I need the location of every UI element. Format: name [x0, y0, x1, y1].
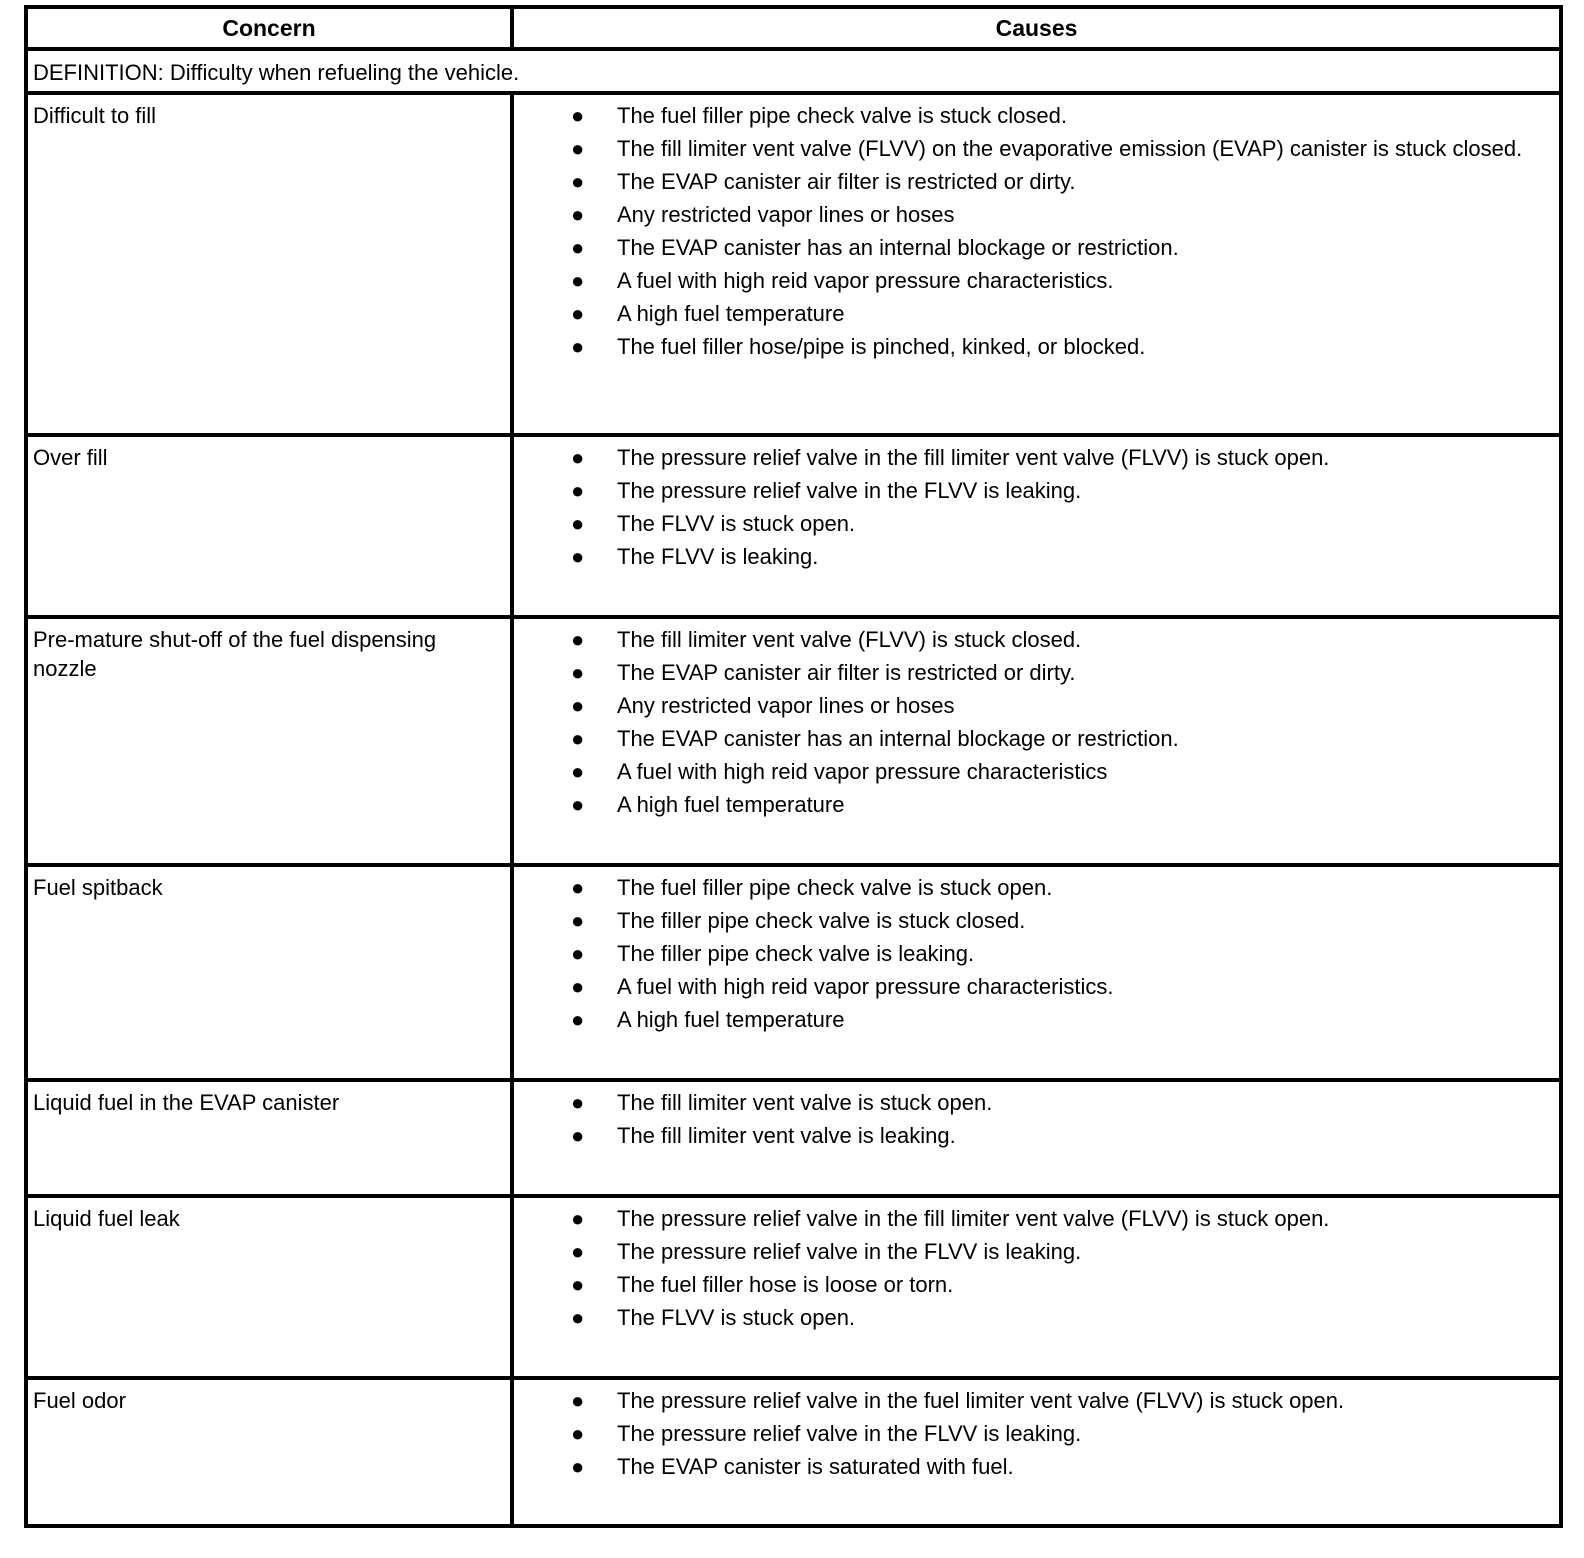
causes-list [514, 443, 1545, 571]
cause-item [514, 658, 1545, 687]
bullet-icon: ● [571, 660, 585, 685]
causes-cell [512, 93, 1561, 435]
cause-text: A high fuel temperature [617, 1007, 845, 1032]
table-row [26, 435, 1561, 617]
definition-text: DEFINITION: Difficulty when refueling the vehicle. [26, 49, 1561, 93]
cause-text: The FLVV is stuck open. [617, 511, 856, 536]
table-row [26, 1378, 1561, 1526]
cause-item [514, 757, 1545, 786]
cause-text: A high fuel temperature [617, 301, 845, 326]
causes-cell [512, 617, 1561, 865]
bullet-icon: ● [571, 1388, 585, 1413]
causes-cell [512, 1378, 1561, 1526]
bullet-icon: ● [571, 301, 585, 326]
bullet-icon: ● [571, 1007, 585, 1032]
concern-cell: Liquid fuel leak [26, 1196, 512, 1378]
bullet-icon: ● [571, 875, 585, 900]
bullet-icon: ● [571, 103, 585, 128]
concern-cell: Liquid fuel in the EVAP canister [26, 1080, 512, 1196]
cause-item [514, 1419, 1545, 1448]
cause-text: The filler pipe check valve is leaking. [617, 941, 975, 966]
bullet-icon: ● [571, 511, 585, 536]
bullet-icon: ● [571, 908, 585, 933]
cause-text: The fuel filler hose/pipe is pinched, kinked, or blocked. [617, 334, 1146, 359]
cause-item [514, 1005, 1545, 1034]
bullet-icon: ● [571, 1305, 585, 1330]
cause-item [514, 509, 1545, 538]
causes-list [514, 101, 1545, 361]
cause-text: The fill limiter vent valve (FLVV) is stuck closed. [617, 627, 1082, 652]
bullet-icon: ● [571, 544, 585, 569]
cause-item [514, 1121, 1545, 1150]
bullet-icon: ● [571, 1421, 585, 1446]
bullet-icon: ● [571, 1454, 585, 1479]
cause-text: The pressure relief valve in the fuel limiter vent valve (FLVV) is stuck open. [617, 1388, 1345, 1413]
cause-item [514, 724, 1545, 753]
bullet-icon: ● [571, 1239, 585, 1264]
causes-cell [512, 865, 1561, 1080]
cause-text: The pressure relief valve in the fill limiter vent valve (FLVV) is stuck open. [617, 1206, 1330, 1231]
causes-cell [512, 1196, 1561, 1378]
cause-text: Any restricted vapor lines or hoses [617, 693, 955, 718]
bullet-icon: ● [571, 726, 585, 751]
cause-item [514, 625, 1545, 654]
cause-item [514, 790, 1545, 819]
cause-text: The filler pipe check valve is stuck closed. [617, 908, 1026, 933]
causes-list [514, 625, 1545, 819]
bullet-icon: ● [571, 478, 585, 503]
cause-item [514, 476, 1545, 505]
cause-text: A fuel with high reid vapor pressure characteristics [617, 759, 1108, 784]
definition-row [26, 49, 1561, 93]
cause-text: The fill limiter vent valve (FLVV) on the evaporative emission (EVAP) canister is stuck closed. [617, 136, 1523, 161]
concern-cell: Fuel odor [26, 1378, 512, 1526]
bullet-icon: ● [571, 1090, 585, 1115]
cause-text: The pressure relief valve in the FLVV is leaking. [617, 1239, 1082, 1264]
bullet-icon: ● [571, 693, 585, 718]
causes-list [514, 1204, 1545, 1332]
bullet-icon: ● [571, 334, 585, 359]
cause-text: A high fuel temperature [617, 792, 845, 817]
cause-text: The fill limiter vent valve is leaking. [617, 1123, 956, 1148]
cause-item [514, 1237, 1545, 1266]
cause-text: The EVAP canister has an internal blockage or restriction. [617, 235, 1179, 260]
table-row [26, 617, 1561, 865]
bullet-icon: ● [571, 1272, 585, 1297]
bullet-icon: ● [571, 169, 585, 194]
bullet-icon: ● [571, 792, 585, 817]
concern-causes-table [24, 5, 1563, 1528]
cause-item [514, 1270, 1545, 1299]
causes-column-header: Causes [512, 7, 1561, 49]
bullet-icon: ● [571, 1123, 585, 1148]
cause-text: The pressure relief valve in the FLVV is leaking. [617, 478, 1082, 503]
cause-text: Any restricted vapor lines or hoses [617, 202, 955, 227]
bullet-icon: ● [571, 445, 585, 470]
cause-text: The pressure relief valve in the fill limiter vent valve (FLVV) is stuck open. [617, 445, 1330, 470]
cause-text: The fuel filler pipe check valve is stuck open. [617, 875, 1053, 900]
cause-item [514, 1303, 1545, 1332]
table-row [26, 865, 1561, 1080]
concern-cell: Difficult to fill [26, 93, 512, 435]
bullet-icon: ● [571, 627, 585, 652]
cause-item [514, 167, 1545, 196]
cause-text: The fill limiter vent valve is stuck open. [617, 1090, 993, 1115]
cause-item [514, 134, 1545, 163]
cause-item [514, 691, 1545, 720]
bullet-icon: ● [571, 759, 585, 784]
cause-item [514, 1386, 1545, 1415]
cause-text: The pressure relief valve in the FLVV is leaking. [617, 1421, 1082, 1446]
cause-text: A fuel with high reid vapor pressure characteristics. [617, 974, 1114, 999]
cause-text: The fuel filler pipe check valve is stuck closed. [617, 103, 1067, 128]
causes-list [514, 1386, 1545, 1481]
bullet-icon: ● [571, 202, 585, 227]
concern-cell: Fuel spitback [26, 865, 512, 1080]
cause-text: The EVAP canister air filter is restricted or dirty. [617, 660, 1076, 685]
cause-item [514, 873, 1545, 902]
bullet-icon: ● [571, 235, 585, 260]
concern-column-header: Concern [26, 7, 512, 49]
cause-item [514, 1452, 1545, 1481]
causes-list [514, 1088, 1545, 1150]
cause-text: The FLVV is stuck open. [617, 1305, 856, 1330]
cause-item [514, 332, 1545, 361]
cause-item [514, 101, 1545, 130]
table-row [26, 93, 1561, 435]
causes-cell [512, 1080, 1561, 1196]
causes-list [514, 873, 1545, 1034]
bullet-icon: ● [571, 1206, 585, 1231]
concern-cell: Pre-mature shut-off of the fuel dispensing nozzle [26, 617, 512, 865]
table-row [26, 1080, 1561, 1196]
cause-item [514, 939, 1545, 968]
bullet-icon: ● [571, 941, 585, 966]
cause-text: The EVAP canister air filter is restricted or dirty. [617, 169, 1076, 194]
bullet-icon: ● [571, 136, 585, 161]
cause-text: The FLVV is leaking. [617, 544, 819, 569]
cause-text: The EVAP canister has an internal blockage or restriction. [617, 726, 1179, 751]
cause-text: The fuel filler hose is loose or torn. [617, 1272, 954, 1297]
cause-item [514, 266, 1545, 295]
cause-item [514, 233, 1545, 262]
cause-item [514, 1204, 1545, 1233]
table-row [26, 1196, 1561, 1378]
cause-item [514, 299, 1545, 328]
causes-cell [512, 435, 1561, 617]
bullet-icon: ● [571, 974, 585, 999]
bullet-icon: ● [571, 268, 585, 293]
cause-item [514, 200, 1545, 229]
header-row [26, 7, 1561, 49]
cause-item [514, 443, 1545, 472]
cause-item [514, 1088, 1545, 1117]
cause-text: The EVAP canister is saturated with fuel. [617, 1454, 1014, 1479]
concern-cell: Over fill [26, 435, 512, 617]
cause-text: A fuel with high reid vapor pressure characteristics. [617, 268, 1114, 293]
cause-item [514, 906, 1545, 935]
cause-item [514, 972, 1545, 1001]
cause-item [514, 542, 1545, 571]
